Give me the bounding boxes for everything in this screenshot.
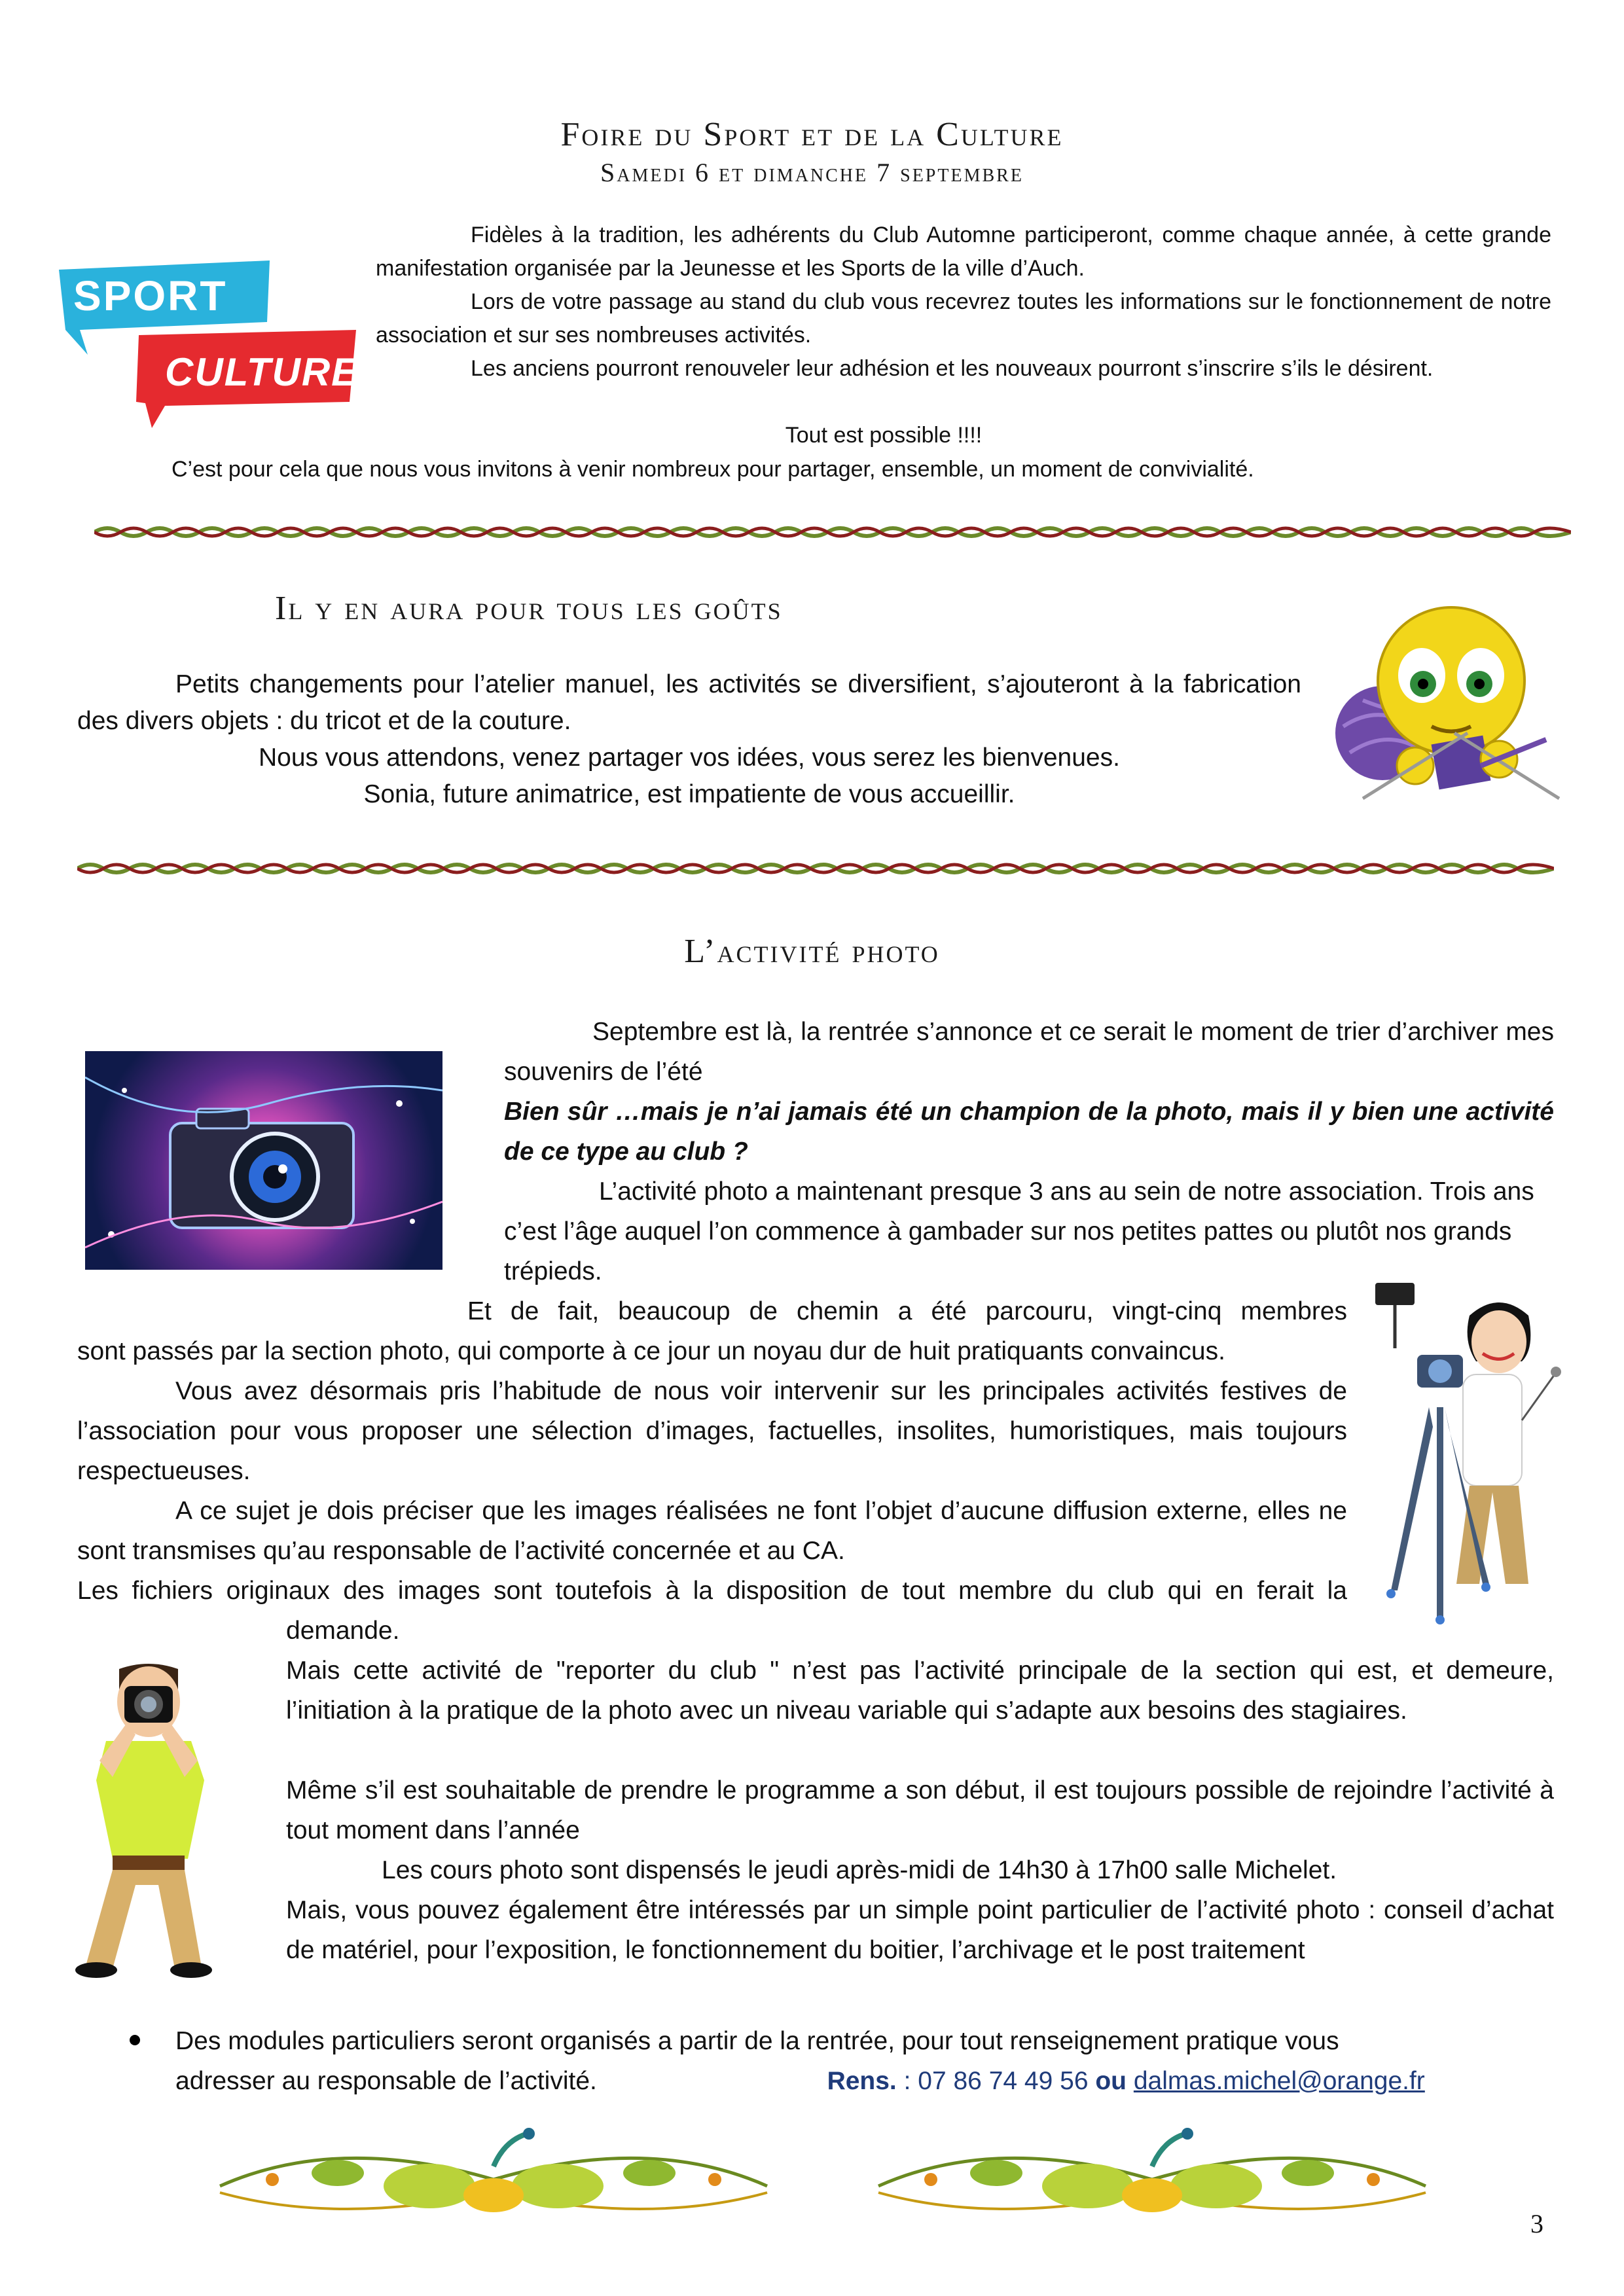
foire-paragraph-1 (376, 219, 1551, 386)
gouts-paragraph-1: Petits changements pour l’atelier manuel, les activités se diversifient, s’ajouteront à la fabrication des divers objets : du tricot et de la couture. (77, 670, 1301, 735)
bullet-text-line-1: Des modules particuliers seront organisés a partir de la rentrée, pour tout renseignement pratique vous (175, 2027, 1339, 2055)
page-number: 3 (1530, 2209, 1543, 2238)
photo-paragraph-9: Même s’il est souhaitable de prendre le programme a son début, il est toujours possible de rejoindre l’activité à tout moment dans l’année (286, 1776, 1554, 1844)
photo-paragraph-3: L’activité photo a maintenant presque 3 ans au sein de notre association. Trois ans c’est l’âge auquel l’on commence à gambader sur nos petites pattes ou plutôt nos grands trépieds. (504, 1177, 1534, 1285)
photo-paragraph-2-question: Bien sûr …mais je n’ai jamais été un champion de la photo, mais il y bien une activité de ce type au club ? (504, 1098, 1554, 1166)
logo-sport-text: SPORT (73, 272, 228, 319)
rens-phone: : 07 86 74 49 56 (896, 2067, 1096, 2095)
section-title-foire: Foire du Sport et de la Culture (560, 116, 1064, 153)
man-photographer-illustration (73, 1662, 224, 1990)
photo-paragraph-4a: Et de fait, beaucoup de chemin a été parcouru, vingt-cinq membres (467, 1297, 1347, 1325)
woman-photographer-illustration (1365, 1276, 1574, 1643)
rens-ou: ou (1095, 2067, 1127, 2095)
bullet-dot (130, 2035, 140, 2045)
photo-paragraph-7b: demande. (286, 1617, 400, 1645)
floral-ornament-right (865, 2127, 1439, 2225)
section-title-photo: L’activité photo (684, 933, 940, 970)
photo-paragraph-8: Mais cette activité de "reporter du club " n’est pas l’activité principale de la section qui est, et demeure, l’initiation à la pratique de la photo avec un niveau variable qui s’adapte aux besoins des stagiaires. (286, 1657, 1554, 1725)
photo-paragraph-1: Septembre est là, la rentrée s’annonce et ce serait le moment de trier d’archiver mes souvenirs de l’été (504, 1018, 1554, 1086)
foire-text-2: Lors de votre passage au stand du club vous recevrez toutes les informations sur le fonctionnement de notre association et sur ses nombreuses activités. (376, 289, 1551, 348)
gouts-paragraph-2: Nous vous attendons, venez partager vos idées, vous serez les bienvenues. (259, 744, 1120, 772)
foire-text-3: Les anciens pourront renouveler leur adhésion et les nouveaux pourront s’inscrire s’ils le désirent. (471, 356, 1434, 381)
photo-paragraph-5: Vous avez désormais pris l’habitude de nous voir intervenir sur les principales activités festives de l’association pour vous proposer une sélection d’images, factuelles, insolites, humoristiques, mais toujours respectueuses. (77, 1377, 1347, 1485)
photo-paragraph-6: A ce sujet je dois préciser que les images réalisées ne font l’objet d’aucune diffusion externe, elles ne sont transmises qu’au responsable de l’activité concernée et au CA. (77, 1497, 1347, 1565)
floral-ornament-left (207, 2127, 780, 2225)
foire-text-4: Tout est possible !!!! (785, 423, 983, 448)
logo-culture-text: CULTURE (165, 350, 359, 394)
garland-divider-2 (77, 857, 1554, 880)
foire-text-5: C’est pour cela que nous vous invitons à venir nombreux pour partager, ensemble, un moment de convivialité. (171, 457, 1254, 482)
photo-paragraph-4b: sont passés par la section photo, qui comporte à ce jour un noyau dur de huit pratiquants convaincus. (77, 1337, 1225, 1365)
knitting-smiley-icon (1324, 602, 1566, 812)
bullet-text-contact-instruction: adresser au responsable de l’activité. (175, 2067, 597, 2095)
section-title-gouts: Il y en aura pour tous les goûts (275, 590, 783, 627)
sport-culture-logo (54, 257, 361, 433)
photo-paragraph-10: Les cours photo sont dispensés le jeudi après-midi de 14h30 à 17h00 salle Michelet. (382, 1856, 1337, 1884)
garland-divider-1 (94, 521, 1571, 543)
glowing-camera-image (85, 1051, 442, 1270)
section-subtitle-dates: Samedi 6 et dimanche 7 septembre (600, 158, 1024, 187)
email-link[interactable]: dalmas.michel@orange.fr (1133, 2067, 1425, 2095)
photo-paragraph-7a: Les fichiers originaux des images sont toutefois à la disposition de tout membre du club qui en ferait la (77, 1577, 1347, 1605)
gouts-paragraph-3: Sonia, future animatrice, est impatiente de vous accueillir. (363, 780, 1015, 808)
photo-paragraph-11: Mais, vous pouvez également être intéressés par un simple point particulier de l’activité photo : conseil d’achat de matériel, pour l’exposition, le fonctionnement du boitier, l’archivage et le post traitement (286, 1896, 1554, 1964)
rens-label: Rens. (827, 2067, 897, 2095)
foire-text-1: Fidèles à la tradition, les adhérents du Club Automne participeront, comme chaque année, à cette grande manifestation organisée par la Jeunesse et les Sports de la ville d’Auch. (376, 223, 1551, 281)
bullet-text-line-2 (175, 2061, 1557, 2101)
